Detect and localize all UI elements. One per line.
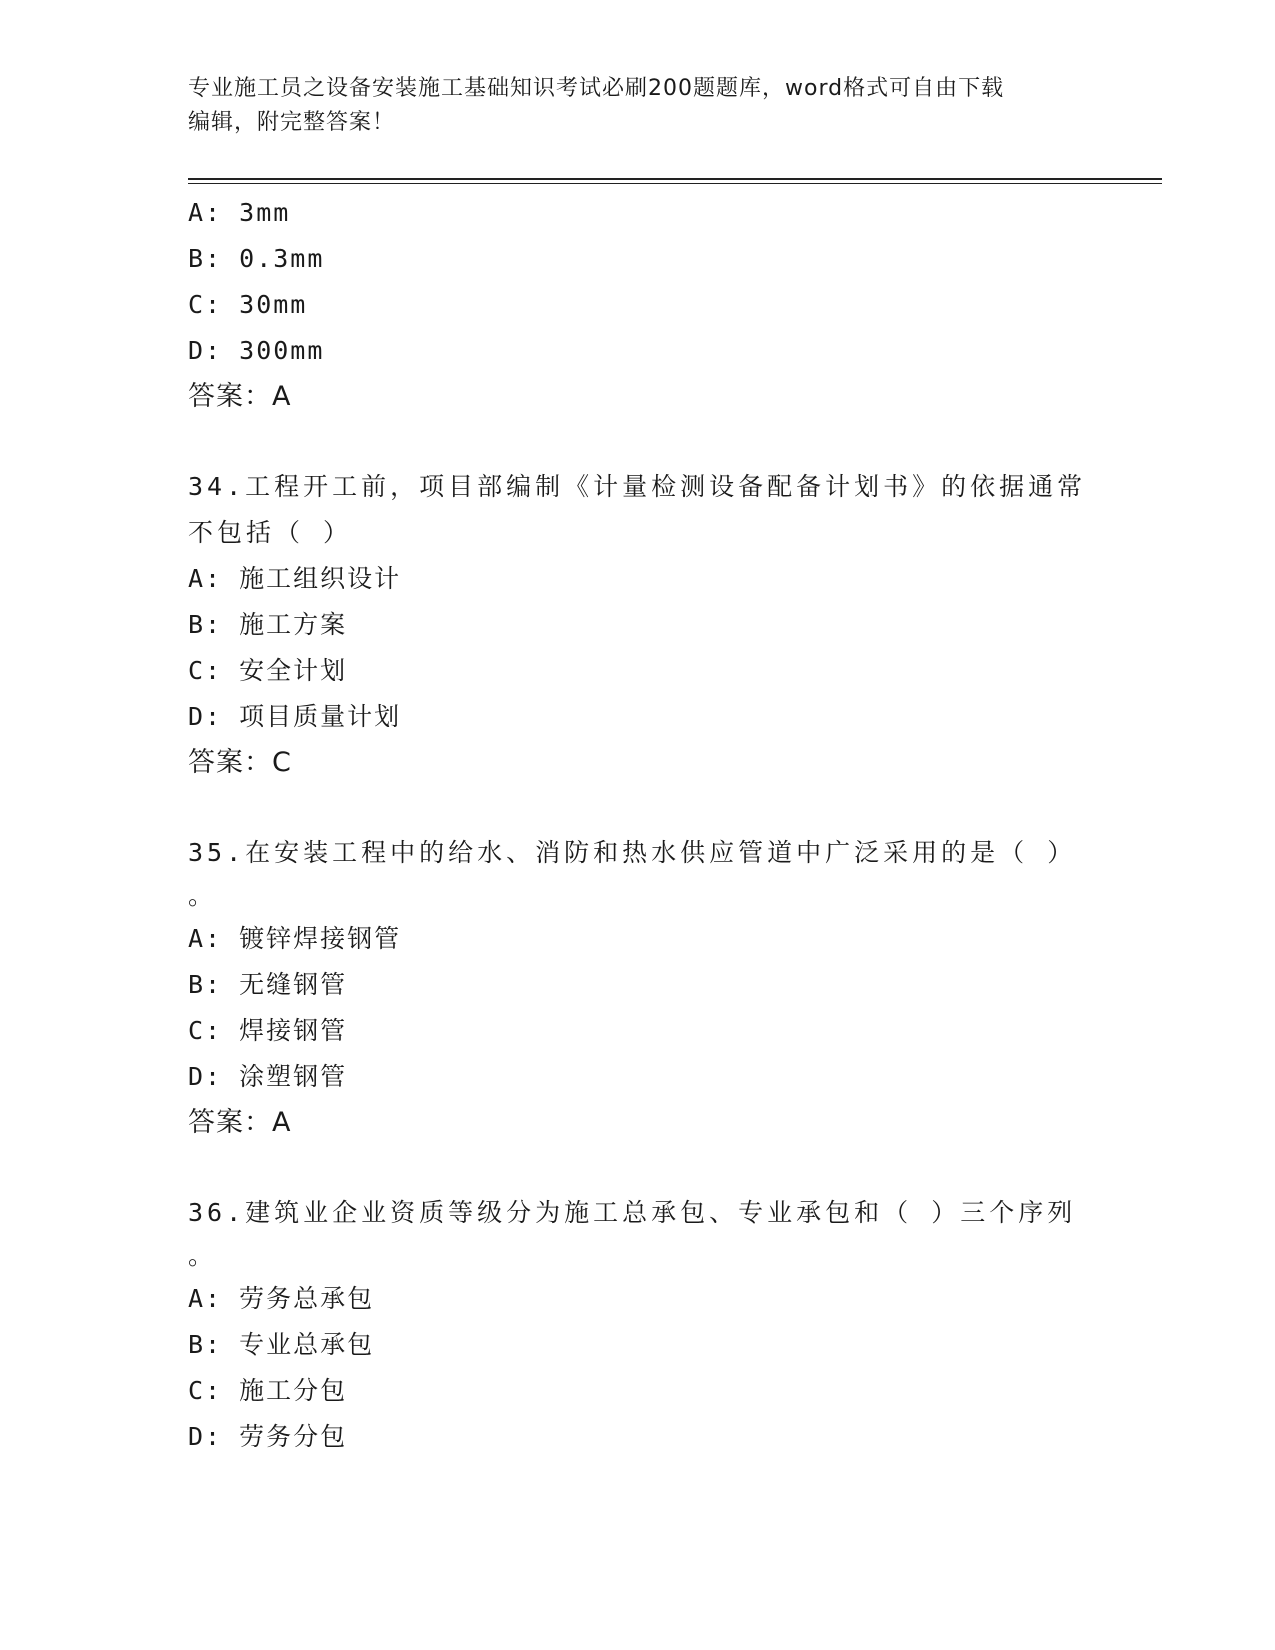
option-d: D: 300mm (188, 336, 325, 365)
answer-line: 答案：C (188, 747, 292, 778)
option-a: A: 3mm (188, 198, 291, 227)
option-b: B: 专业总承包 (188, 1330, 375, 1359)
option-d: D: 劳务分包 (188, 1422, 348, 1451)
question-text (188, 464, 1088, 556)
question-block-36 (188, 1190, 1148, 1460)
question-line-2: 。 (188, 881, 218, 910)
option-b: B: 无缝钢管 (188, 970, 348, 999)
question-line-2: 不包括（ ） (188, 518, 353, 547)
option-b: B: 施工方案 (188, 610, 348, 639)
question-line-1: 36.建筑业企业资质等级分为施工总承包、专业承包和（ ）三个序列 (188, 1198, 1077, 1227)
header-divider-thin (188, 183, 1162, 184)
option-c: C: 焊接钢管 (188, 1016, 348, 1045)
document-header (188, 72, 1068, 140)
option-c: C: 安全计划 (188, 656, 348, 685)
option-c: C: 30mm (188, 290, 308, 319)
answer-line: 答案：A (188, 381, 292, 412)
option-c: C: 施工分包 (188, 1376, 348, 1405)
spacer (188, 420, 1148, 464)
header-divider-thick (188, 178, 1162, 180)
question-block-34 (188, 464, 1148, 786)
question-line-1: 34.工程开工前，项目部编制《计量检测设备配备计划书》的依据通常 (188, 472, 1087, 501)
option-a: A: 劳务总承包 (188, 1284, 375, 1313)
spacer (188, 1146, 1148, 1190)
question-block-35 (188, 830, 1148, 1146)
question-line-2: 。 (188, 1241, 218, 1270)
answer-line: 答案：A (188, 1107, 292, 1138)
header-line-1: 专业施工员之设备安装施工基础知识考试必刷200题题库，word格式可自由下载 (188, 76, 1005, 101)
question-list (188, 190, 1148, 1460)
option-a: A: 镀锌焊接钢管 (188, 924, 402, 953)
question-line-1: 35.在安装工程中的给水、消防和热水供应管道中广泛采用的是（ ） (188, 838, 1077, 867)
question-text (188, 1190, 1088, 1276)
option-b: B: 0.3mm (188, 244, 325, 273)
option-a: A: 施工组织设计 (188, 564, 402, 593)
question-block-33 (188, 190, 1148, 420)
question-text (188, 830, 1088, 916)
spacer (188, 786, 1148, 830)
header-line-2: 编辑，附完整答案！ (188, 110, 396, 135)
option-d: D: 项目质量计划 (188, 702, 402, 731)
option-d: D: 涂塑钢管 (188, 1062, 348, 1091)
